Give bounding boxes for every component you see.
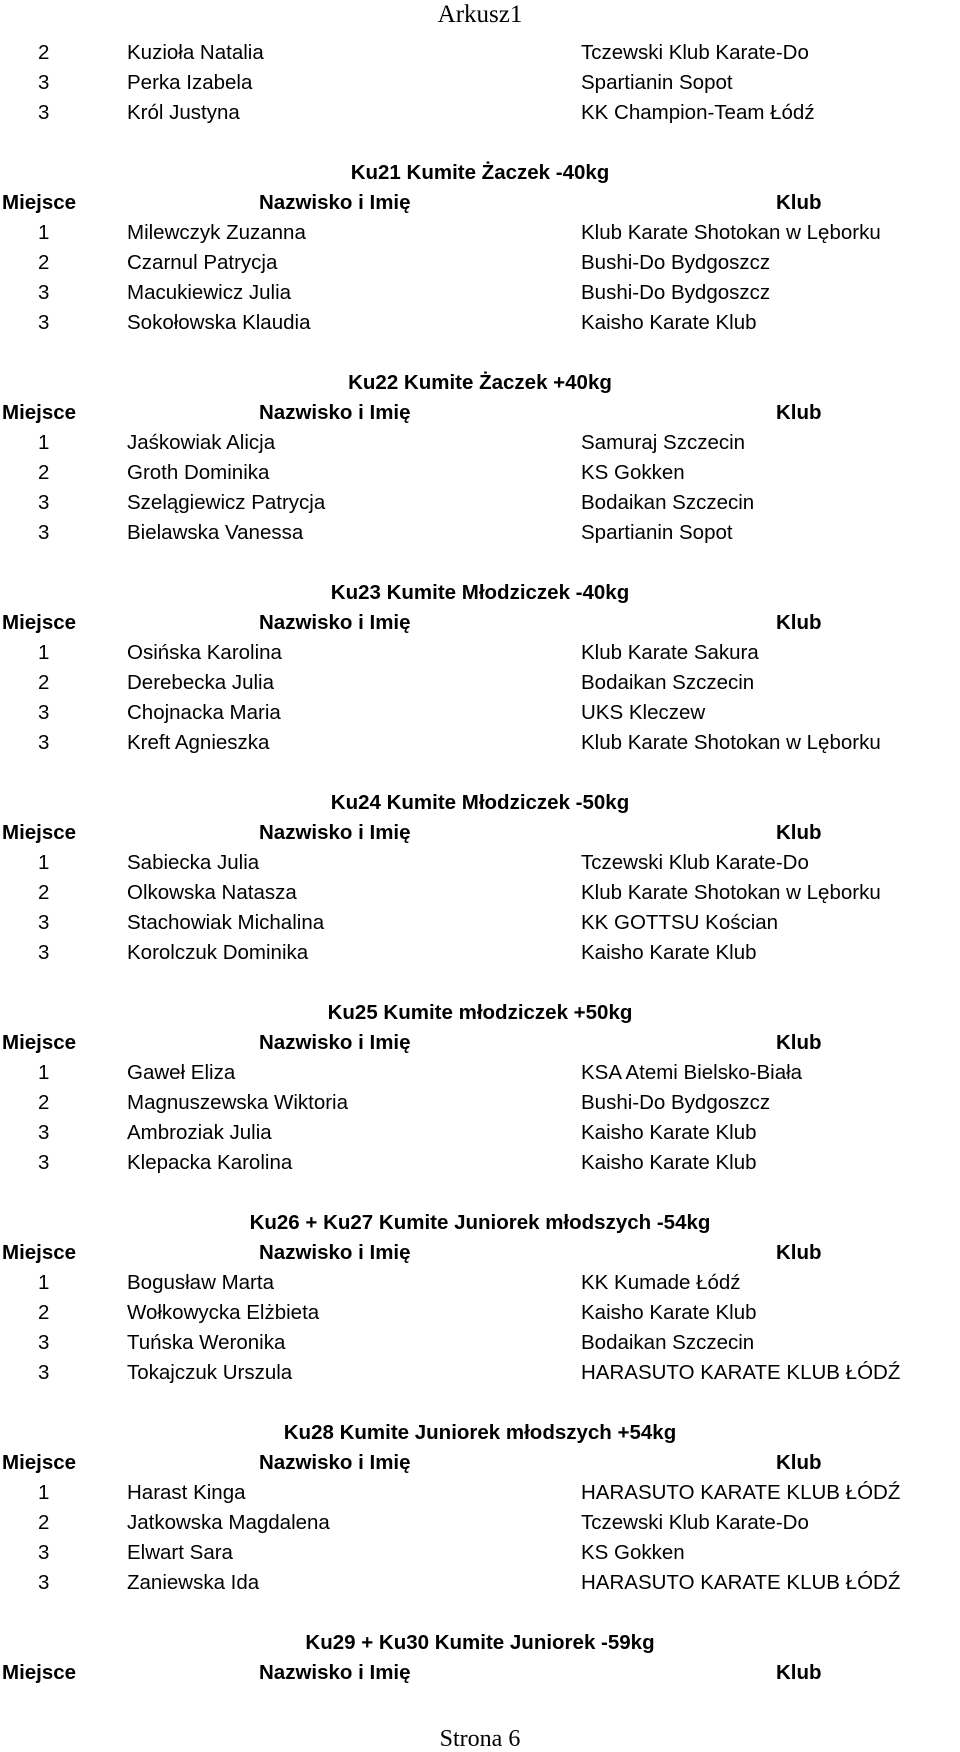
header-club: Klub [776,821,822,844]
result-row [0,908,960,938]
place-cell: 2 [38,251,50,274]
club-cell: Klub Karate Sakura [581,641,759,664]
header-place: Miejsce [2,401,77,424]
category-title: Ku29 + Ku30 Kumite Juniorek -59kg [305,1631,655,1654]
place-cell: 3 [38,731,50,754]
place-cell: 3 [38,521,50,544]
place-cell: 3 [38,1541,50,1564]
name-cell: Sabiecka Julia [127,851,260,874]
club-cell: Kaisho Karate Klub [581,1301,757,1324]
result-row [0,1148,960,1178]
name-cell: Tuńska Weronika [127,1331,286,1354]
spacer-row [0,338,960,368]
header-place: Miejsce [2,821,77,844]
result-row [0,1268,960,1298]
result-row [0,1118,960,1148]
name-cell: Perka Izabela [127,71,253,94]
results-rows [0,38,960,1688]
club-cell: Kaisho Karate Klub [581,941,757,964]
column-header-row [0,608,960,638]
club-cell: Spartianin Sopot [581,521,733,544]
club-cell: Klub Karate Shotokan w Lęborku [581,731,881,754]
header-club: Klub [776,1031,822,1054]
place-cell: 3 [38,1121,50,1144]
name-cell: Jaśkowiak Alicja [127,431,276,454]
club-cell: Bushi-Do Bydgoszcz [581,251,771,274]
column-header-row [0,1028,960,1058]
name-cell: Harast Kinga [127,1481,246,1504]
header-name: Nazwisko i Imię [259,611,411,634]
place-cell: 1 [38,1061,50,1084]
place-cell: 3 [38,1571,50,1594]
spacer-row [0,128,960,158]
name-cell: Sokołowska Klaudia [127,311,311,334]
category-title: Ku28 Kumite Juniorek młodszych +54kg [283,1421,677,1444]
place-cell: 1 [38,1271,50,1294]
name-cell: Olkowska Natasza [127,881,297,904]
club-cell: Klub Karate Shotokan w Lęborku [581,221,881,244]
spacer-row [0,548,960,578]
place-cell: 3 [38,101,50,124]
header-name: Nazwisko i Imię [259,1031,411,1054]
club-cell: Bodaikan Szczecin [581,491,755,514]
name-cell: Elwart Sara [127,1541,233,1564]
club-cell: KK Champion-Team Łódź [581,101,815,124]
name-cell: Szelągiewicz Patrycja [127,491,326,514]
club-cell: HARASUTO KARATE KLUB ŁÓDŹ [581,1361,901,1384]
place-cell: 1 [38,1481,50,1504]
place-cell: 2 [38,1301,50,1324]
header-place: Miejsce [2,611,77,634]
result-row [0,428,960,458]
place-cell: 3 [38,1331,50,1354]
header-name: Nazwisko i Imię [259,1241,411,1264]
result-row [0,938,960,968]
column-header-row [0,188,960,218]
result-row [0,1508,960,1538]
place-cell: 3 [38,941,50,964]
result-row [0,458,960,488]
name-cell: Wołkowycka Elżbieta [127,1301,320,1324]
page-number: Strona 6 [439,1726,521,1752]
name-cell: Gaweł Eliza [127,1061,236,1084]
category-title: Ku26 + Ku27 Kumite Juniorek młodszych -54kg [249,1211,711,1234]
header-name: Nazwisko i Imię [259,191,411,214]
result-row [0,68,960,98]
result-row [0,308,960,338]
spacer-row [0,1598,960,1628]
result-row [0,98,960,128]
place-cell: 3 [38,701,50,724]
header-place: Miejsce [2,1241,77,1264]
place-cell: 3 [38,311,50,334]
name-cell: Bogusław Marta [127,1271,274,1294]
place-cell: 1 [38,851,50,874]
name-cell: Stachowiak Michalina [127,911,325,934]
header-club: Klub [776,611,822,634]
name-cell: Zaniewska Ida [127,1571,260,1594]
place-cell: 1 [38,431,50,454]
club-cell: Tczewski Klub Karate-Do [581,41,809,64]
result-row [0,1538,960,1568]
club-cell: Tczewski Klub Karate-Do [581,1511,809,1534]
category-title: Ku22 Kumite Żaczek +40kg [348,371,612,394]
header-place: Miejsce [2,1031,77,1054]
name-cell: Kuzioła Natalia [127,41,264,64]
result-row [0,1568,960,1598]
name-cell: Korolczuk Dominika [127,941,309,964]
result-row [0,728,960,758]
name-cell: Ambroziak Julia [127,1121,272,1144]
name-cell: Kreft Agnieszka [127,731,270,754]
spacer-row [0,758,960,788]
club-cell: Samuraj Szczecin [581,431,746,454]
club-cell: Tczewski Klub Karate-Do [581,851,809,874]
name-cell: Osińska Karolina [127,641,282,664]
spacer-row [0,1178,960,1208]
column-header-row [0,1238,960,1268]
result-row [0,848,960,878]
club-cell: Kaisho Karate Klub [581,1151,757,1174]
name-cell: Klepacka Karolina [127,1151,293,1174]
name-cell: Chojnacka Maria [127,701,281,724]
place-cell: 3 [38,1151,50,1174]
result-row [0,38,960,68]
name-cell: Magnuszewska Wiktoria [127,1091,349,1114]
place-cell: 1 [38,641,50,664]
place-cell: 2 [38,41,50,64]
club-cell: Spartianin Sopot [581,71,733,94]
result-row [0,488,960,518]
header-name: Nazwisko i Imię [259,1661,411,1684]
header-place: Miejsce [2,1661,77,1684]
place-cell: 2 [38,671,50,694]
club-cell: Bodaikan Szczecin [581,1331,755,1354]
club-cell: KK Kumade Łódź [581,1271,741,1294]
spacer-row [0,1388,960,1418]
results-sheet [0,38,960,1688]
place-cell: 3 [38,1361,50,1384]
sheet-title: Arkusz1 [437,1,523,28]
place-cell: 2 [38,881,50,904]
result-row [0,1478,960,1508]
club-cell: Bushi-Do Bydgoszcz [581,1091,771,1114]
club-cell: HARASUTO KARATE KLUB ŁÓDŹ [581,1481,901,1504]
name-cell: Król Justyna [127,101,240,124]
result-row [0,1328,960,1358]
place-cell: 3 [38,281,50,304]
header-name: Nazwisko i Imię [259,1451,411,1474]
header-club: Klub [776,191,822,214]
name-cell: Macukiewicz Julia [127,281,292,304]
result-row [0,698,960,728]
club-cell: KK GOTTSU Kościan [581,911,779,934]
name-cell: Milewczyk Zuzanna [127,221,306,244]
result-row [0,1358,960,1388]
place-cell: 2 [38,1091,50,1114]
club-cell: KS Gokken [581,461,685,484]
name-cell: Derebecka Julia [127,671,274,694]
column-header-row [0,1448,960,1478]
header-club: Klub [776,1451,822,1474]
club-cell: KSA Atemi Bielsko-Biała [581,1061,803,1084]
result-row [0,1298,960,1328]
result-row [0,218,960,248]
club-cell: Bodaikan Szczecin [581,671,755,694]
result-row [0,248,960,278]
header-club: Klub [776,1661,822,1684]
name-cell: Jatkowska Magdalena [127,1511,330,1534]
result-row [0,518,960,548]
category-title: Ku24 Kumite Młodziczek -50kg [330,791,630,814]
spacer-row [0,968,960,998]
club-cell: Bushi-Do Bydgoszcz [581,281,771,304]
result-row [0,1058,960,1088]
name-cell: Tokajczuk Urszula [127,1361,293,1384]
place-cell: 1 [38,221,50,244]
name-cell: Bielawska Vanessa [127,521,304,544]
club-cell: UKS Kleczew [581,701,706,724]
place-cell: 3 [38,491,50,514]
header-place: Miejsce [2,191,77,214]
header-club: Klub [776,1241,822,1264]
name-cell: Groth Dominika [127,461,270,484]
result-row [0,1088,960,1118]
column-header-row [0,398,960,428]
result-row [0,668,960,698]
club-cell: Kaisho Karate Klub [581,1121,757,1144]
place-cell: 3 [38,911,50,934]
result-row [0,278,960,308]
result-row [0,878,960,908]
name-cell: Czarnul Patrycja [127,251,278,274]
place-cell: 2 [38,1511,50,1534]
club-cell: Klub Karate Shotokan w Lęborku [581,881,881,904]
result-row [0,638,960,668]
header-name: Nazwisko i Imię [259,821,411,844]
header-place: Miejsce [2,1451,77,1474]
category-title: Ku25 Kumite młodziczek +50kg [327,1001,633,1024]
column-header-row [0,1658,960,1688]
category-title: Ku21 Kumite Żaczek -40kg [350,161,610,184]
header-name: Nazwisko i Imię [259,401,411,424]
club-cell: Kaisho Karate Klub [581,311,757,334]
club-cell: HARASUTO KARATE KLUB ŁÓDŹ [581,1571,901,1594]
place-cell: 3 [38,71,50,94]
column-header-row [0,818,960,848]
header-club: Klub [776,401,822,424]
category-title: Ku23 Kumite Młodziczek -40kg [330,581,630,604]
place-cell: 2 [38,461,50,484]
club-cell: KS Gokken [581,1541,685,1564]
